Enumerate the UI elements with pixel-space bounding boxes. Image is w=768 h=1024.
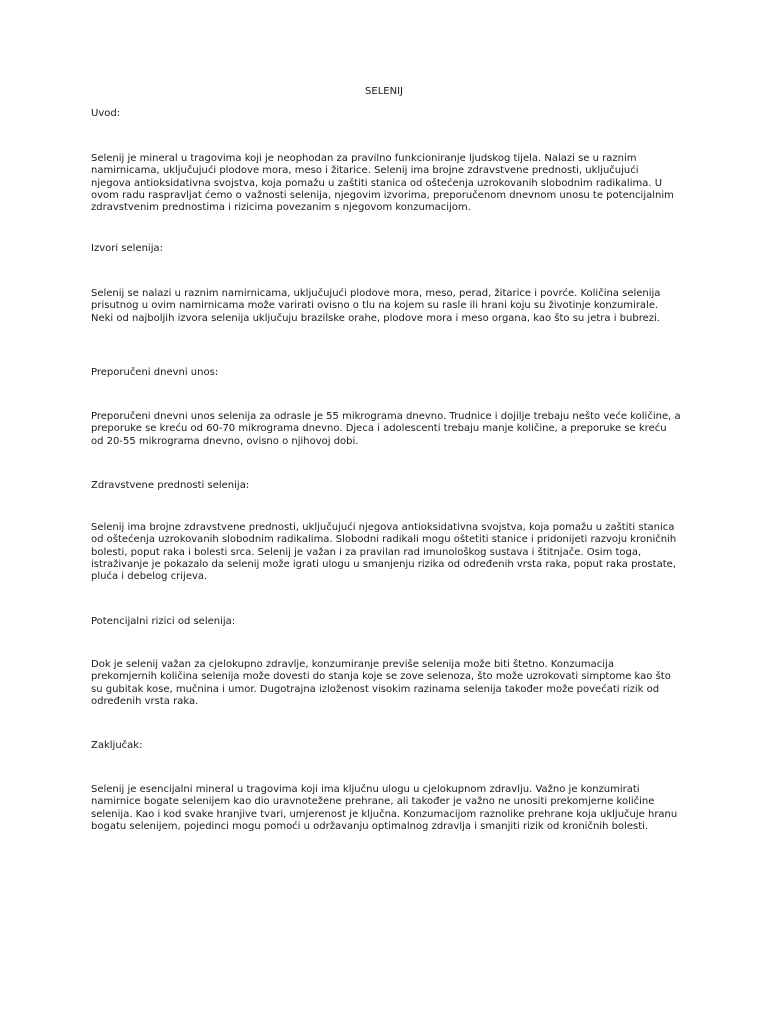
intro-paragraph: Selenij je mineral u tragovima koji je neophodan za pravilno funkcioniranje ljudskog tijela. Nalazi se u raznim namirnicama, uključujući plodove mora, meso i žitarice. Selenij ima brojne zdravstvene prednosti, uključujući njegova antioksidativna svojstva, koja pomažu u zaštiti stanica od oštećenja uzrokovanih slobodnim radikalima. U ovom radu raspravljat ćemo o važnosti selenija, njegovim izvorima, preporučenom dnevnom unosu te potencijalnim zdravstvenim prednostima i rizicima povezanim s njegovom konzumacijom.: [91, 153, 674, 214]
document-title: SELENIJ: [365, 86, 403, 97]
conclusion-paragraph: Selenij je esencijalni mineral u tragovima koji ima ključnu ulogu u cjelokupnom zdravlju. Važno je konzumirati namirnice bogate selenijem kao dio uravnotežene prehrane, ali također je važno ne unositi prekomjerne količine selenija. Kao i kod svake hranjive tvari, umjerenost je ključna. Konzumacijom raznolike prehrane koja uključuje hranu bogatu selenijem, pojedinci mogu pomoći u održavanju optimalnog zdravlja i smanjiti rizik od kroničnih bolesti.: [91, 784, 678, 832]
risks-paragraph: Dok je selenij važan za cjelokupno zdravlje, konzumiranje previše selenija može biti štetno. Konzumacija prekomjernih količina selenija može dovesti do stanja koje se zove selenoza, što može uzrokovati simptome kao što su gubitak kose, mučnina i umor. Dugotrajna izloženost visokim razinama selenija također može povećati rizik od određenih vrsta raka.: [91, 659, 671, 707]
intake-heading: Preporučeni dnevni unos:: [91, 367, 219, 378]
intro-heading: Uvod:: [91, 108, 121, 119]
sources-paragraph: Selenij se nalazi u raznim namirnicama, uključujući plodove mora, meso, perad, žitarice i povrće. Količina selenija prisutnog u ovim namirnicama može varirati ovisno o tlu na kojem su rasle ili hrani koju su životinje konzumirale. Neki od najboljih izvora selenija uključuju brazilske orahe, plodove mora i meso organa, kao što su jetra i bubrezi.: [91, 288, 661, 324]
sources-heading: Izvori selenija:: [91, 243, 163, 254]
risks-heading: Potencijalni rizici od selenija:: [91, 616, 236, 627]
benefits-paragraph: Selenij ima brojne zdravstvene prednosti, uključujući njegova antioksidativna svojstva, koja pomažu u zaštiti stanica od oštećenja uzrokovanih slobodnim radikalima. Slobodni radikali mogu oštetiti stanice i pridonijeti razvoju kroničnih bolesti, poput raka i bolesti srca. Selenij je važan i za pravilan rad imunološkog sustava i štitnjače. Osim toga, istraživanje je pokazalo da selenij može igrati ulogu u smanjenju rizika od određenih vrsta raka, poput raka prostate, pluća i debelog crijeva.: [91, 522, 677, 583]
conclusion-heading: Zaključak:: [91, 740, 143, 751]
benefits-heading: Zdravstvene prednosti selenija:: [91, 480, 250, 491]
intake-paragraph: Preporučeni dnevni unos selenija za odrasle je 55 mikrograma dnevno. Trudnice i dojilje trebaju nešto veće količine, a preporuke se kreću od 60-70 mikrograma dnevno. Djeca i adolescenti trebaju manje količine, a preporuke se kreću od 20-55 mikrograma dnevno, ovisno o njihovoj dobi.: [91, 411, 681, 447]
